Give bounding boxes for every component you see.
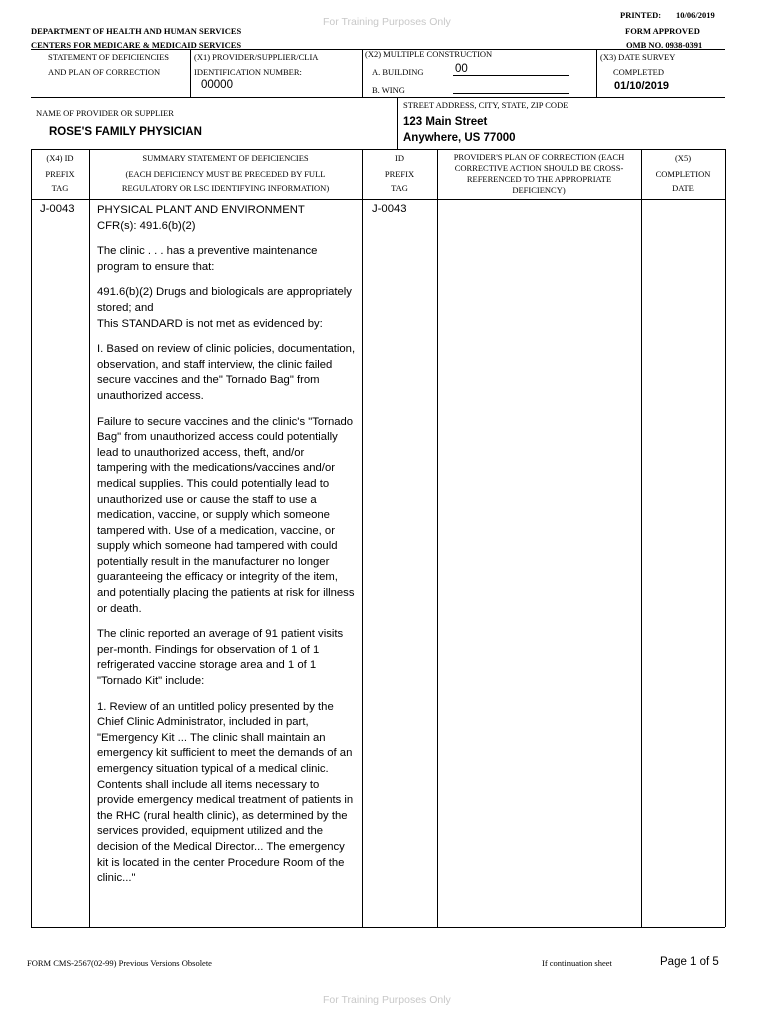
x5-header-2: COMPLETION — [655, 169, 711, 179]
x4-header-3: TAG — [51, 183, 69, 193]
centers-title: CENTERS FOR MEDICARE & MEDICAID SERVICES — [31, 40, 242, 50]
col-divider-prefix — [89, 149, 90, 927]
table-left-border — [31, 149, 32, 927]
plan-header-3: REFERENCED TO THE APPROPRIATE — [466, 174, 612, 184]
column-header-bottom-rule — [31, 199, 725, 200]
provider-bottom-rule — [31, 149, 725, 150]
narrative-paragraph-3: I. Based on review of clinic policies, documentation, observation, and staff interview, the clinic failed secure vaccines and the" Tornado Bag" from unauthorized access. — [97, 343, 356, 402]
deficiency-cfr: CFR(s): 491.6(b)(2) — [97, 219, 196, 232]
deficiency-narrative — [97, 203, 357, 897]
prefix-tag-left: J-0043 — [40, 203, 75, 215]
x1-label: (X1) PROVIDER/SUPPLIER/CLIA — [194, 52, 319, 62]
x5-header-3: DATE — [672, 183, 694, 193]
col-divider-plan — [641, 149, 642, 927]
plan-header-4: DEFICIENCY) — [512, 185, 566, 195]
plan-label: AND PLAN OF CORRECTION — [48, 67, 161, 77]
id-header-2: PREFIX — [384, 169, 415, 179]
provider-id-value: 00000 — [201, 79, 233, 91]
narrative-paragraph-6: 1. Review of an untitled policy presented by the Chief Clinic Administrator, included in part, "Emergency Kit ... The clinic shall maintain an emergency kit sufficient to meet the demands of an emergency situation typical of a medical clinic. Contents shall include all items necessary to provide emergency medical treatment of patients in the RHC (rural health clinic), as determined by the services provided, equipment utilized and the decision of the Medical Director... The emergency kit is located in the center Procedure Room of the clinic..." — [97, 700, 354, 885]
id-block-bottom-rule — [31, 97, 725, 98]
provider-name-label: NAME OF PROVIDER OR SUPPLIER — [36, 108, 174, 118]
id-header-1: ID — [395, 153, 404, 163]
narrative-paragraph-4: Failure to secure vaccines and the clinic's "Tornado Bag" from unauthorized access could potentially lead to unauthorized access, theft, and/or tampering with the medications/vaccines and/or medical supplies. This could potentially lead to unauthorized use or cause the staff to use a medication, vaccine, or supply which someone tampered with. Use of a medication, vaccine, or supply which someone had tampered with could potentially result in the manufacturer no longer guaranteeing the efficacy or integrity of the item, and potentially placing the patients at risk for illness or death. — [97, 415, 355, 615]
continuation-sheet: If continuation sheet — [542, 958, 612, 968]
provider-name: ROSE'S FAMILY PHYSICIAN — [49, 126, 202, 138]
x4-header-1: (X4) ID — [46, 153, 74, 163]
wing-label: B. WING — [372, 85, 405, 95]
statement-label: STATEMENT OF DEFICIENCIES — [48, 52, 170, 62]
page-number: Page 1 of 5 — [660, 956, 719, 968]
x4-header-2: PREFIX — [45, 169, 75, 179]
x3-label: (X3) DATE SURVEY — [600, 52, 676, 62]
x3-completed-label: COMPLETED — [613, 67, 664, 77]
form-approved: FORM APPROVED — [625, 26, 700, 36]
table-bottom-rule — [31, 927, 725, 928]
id-header-3: TAG — [391, 183, 408, 193]
id-block-divider-2 — [362, 49, 363, 97]
narrative-paragraph-2a: 491.6(b)(2) Drugs and biologicals are appropriately stored; and — [97, 286, 352, 314]
col-divider-id — [437, 149, 438, 927]
address-label: STREET ADDRESS, CITY, STATE, ZIP CODE — [403, 100, 569, 110]
summary-header-2: (EACH DEFICIENCY MUST BE PRECEDED BY FULL — [125, 169, 326, 179]
plan-header-2: CORRECTIVE ACTION SHOULD BE CROSS- — [454, 163, 624, 173]
omb-number: OMB NO. 0938-0391 — [626, 40, 703, 50]
watermark-bottom: For Training Purposes Only — [323, 994, 451, 1006]
plan-header-1: PROVIDER'S PLAN OF CORRECTION (EACH — [453, 152, 625, 162]
printed-date: 10/06/2019 — [676, 10, 715, 20]
narrative-paragraph-5: The clinic reported an average of 91 patient visits per-month. Findings for observation of 1 of 1 refrigerated vaccine storage area and 1 of 1 "Tornado Kit" include: — [97, 628, 344, 688]
x2-label: (X2) MULTIPLE CONSTRUCTION — [365, 49, 493, 59]
department-title: DEPARTMENT OF HEALTH AND HUMAN SERVICES — [31, 26, 242, 36]
summary-header-1: SUMMARY STATEMENT OF DEFICIENCIES — [142, 153, 309, 163]
summary-header-3: REGULATORY OR LSC IDENTIFYING INFORMATION) — [121, 183, 330, 193]
provider-divider — [397, 97, 398, 149]
id-block-divider-3 — [596, 49, 597, 97]
building-underline — [453, 75, 569, 76]
x5-header-1: (X5) — [674, 153, 692, 163]
prefix-tag-right: J-0043 — [372, 203, 407, 215]
wing-underline — [453, 93, 569, 94]
x1-id-label: IDENTIFICATION NUMBER: — [194, 67, 302, 77]
id-block-divider-1 — [190, 49, 191, 97]
street-address: 123 Main Street — [403, 116, 488, 128]
narrative-paragraph-1: The clinic . . . has a preventive maintenance program to ensure that: — [97, 245, 318, 273]
city-state-zip: Anywhere, US 77000 — [403, 132, 516, 144]
building-label: A. BUILDING — [372, 67, 424, 77]
watermark-top: For Training Purposes Only — [323, 16, 451, 28]
printed-label: PRINTED: — [620, 10, 662, 20]
form-number: FORM CMS-2567(02-99) Previous Versions Obsolete — [27, 958, 212, 968]
col-divider-summary — [362, 149, 363, 927]
building-value: 00 — [455, 63, 468, 75]
table-right-border — [725, 149, 726, 927]
deficiency-heading: PHYSICAL PLANT AND ENVIRONMENT — [97, 204, 305, 216]
survey-date-value: 01/10/2019 — [614, 80, 670, 92]
narrative-paragraph-2b: This STANDARD is not met as evidenced by: — [97, 317, 323, 330]
